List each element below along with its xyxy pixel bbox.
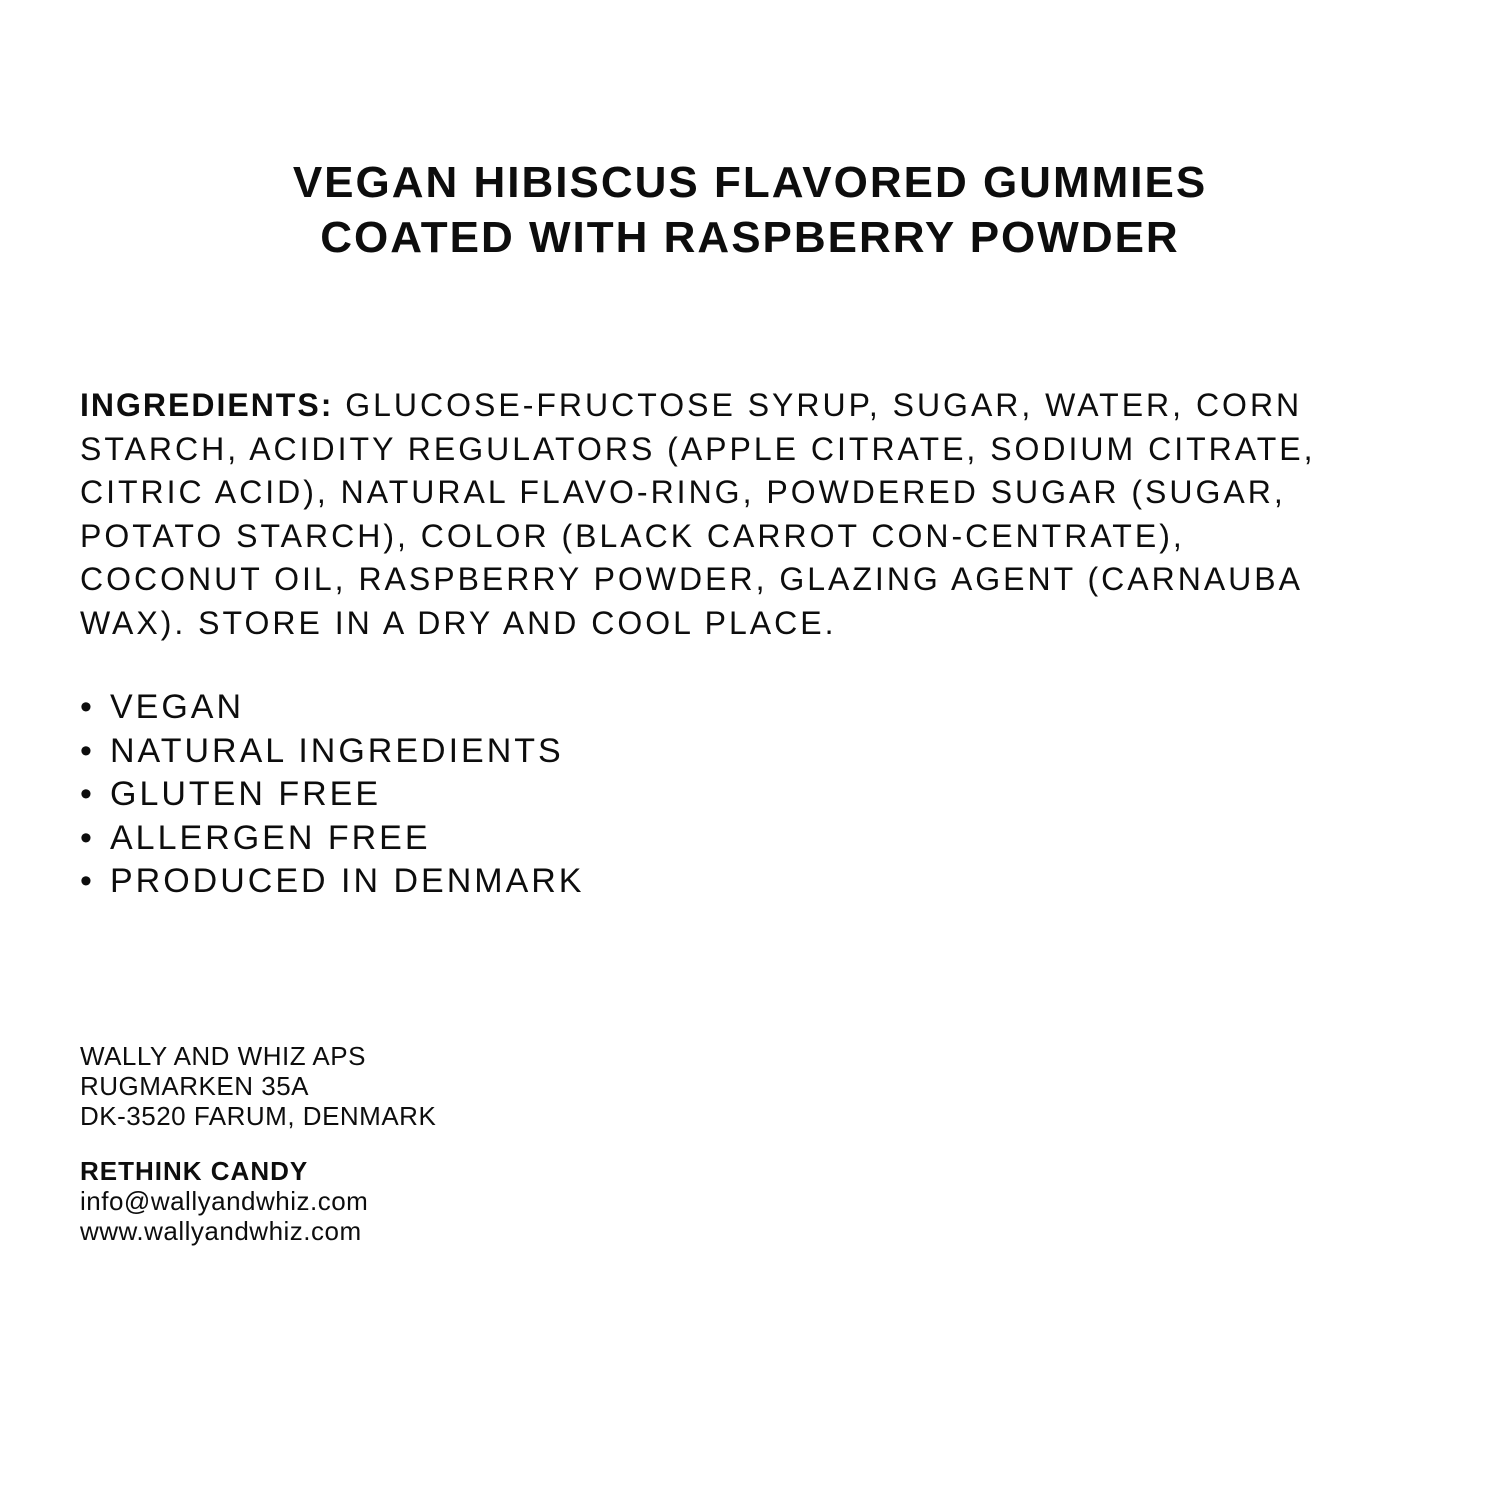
- ingredients-text: GLUCOSE-FRUCTOSE SYRUP, SUGAR, WATER, CORN STARCH, ACIDITY REGULATORS (APPLE CITRATE, SODIUM CITRATE, CITRIC ACID), NATURAL FLAVO-RING, POWDERED SUGAR (SUGAR, POTATO STARCH), COLOR (BLACK CARROT CON-CENTRATE), COCONUT OIL, RASPBERRY POWDER, GLAZING AGENT (CARNAUBA WAX). STORE IN A DRY AND COOL PLACE.: [80, 387, 1316, 641]
- contact-website: www.wallyandwhiz.com: [80, 1216, 362, 1246]
- product-title-line2: COATED WITH RASPBERRY POWDER: [320, 213, 1180, 262]
- bullet-icon: •: [80, 731, 92, 770]
- manufacturer-street: RUGMARKEN 35A: [80, 1071, 309, 1101]
- feature-label: GLUTEN FREE: [110, 775, 382, 813]
- feature-list-item: [80, 817, 980, 861]
- feature-label: PRODUCED IN DENMARK: [110, 862, 585, 900]
- feature-label: VEGAN: [110, 688, 245, 726]
- manufacturer-city: DK-3520 FARUM, DENMARK: [80, 1101, 437, 1131]
- bullet-icon: •: [80, 818, 92, 857]
- bullet-icon: •: [80, 862, 92, 900]
- feature-list-item: [80, 686, 980, 730]
- ingredients-paragraph: [80, 384, 1350, 645]
- feature-label: NATURAL INGREDIENTS: [110, 731, 564, 770]
- manufacturer-address: [80, 1041, 436, 1131]
- feature-list-item: [80, 773, 980, 817]
- feature-label: ALLERGEN FREE: [110, 818, 431, 857]
- bullet-icon: •: [80, 688, 92, 726]
- brand-tagline: RETHINK CANDY: [80, 1156, 309, 1186]
- manufacturer-name: WALLY AND WHIZ APS: [80, 1041, 366, 1071]
- bullet-icon: •: [80, 775, 92, 813]
- feature-list-item: [80, 860, 980, 904]
- contact-block: [80, 1156, 368, 1246]
- product-title-line1: VEGAN HIBISCUS FLAVORED GUMMIES: [292, 158, 1208, 207]
- product-title: [0, 155, 1500, 265]
- contact-email: info@wallyandwhiz.com: [80, 1186, 369, 1216]
- feature-list: [80, 686, 980, 904]
- ingredients-heading: INGREDIENTS:: [80, 387, 334, 423]
- feature-list-item: [80, 730, 980, 774]
